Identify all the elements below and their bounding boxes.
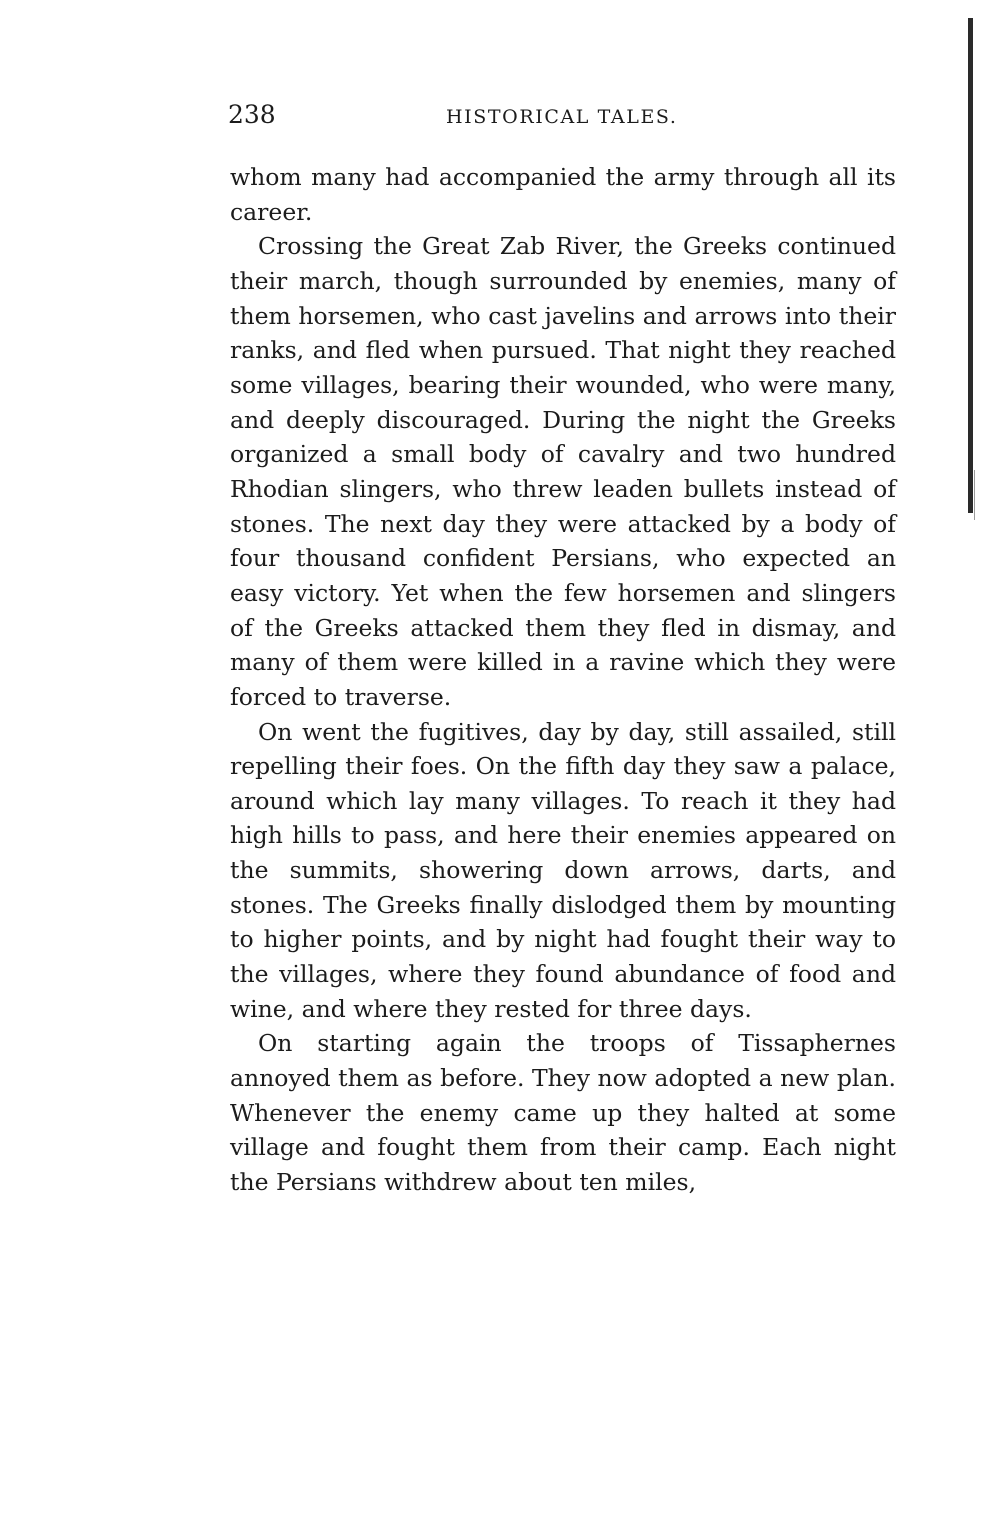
paragraph-tissaphernes: On starting again the troops of Tissaphernes annoyed them as before. They now adopted a new plan. Whenever the enemy came up they halted at some village and fought them from their camp. Each night the Persians withdrew about ten miles, [230,1029,896,1197]
paragraph-great-zab: Crossing the Great Zab River, the Greeks continued their march, though surrounded by enemies, many of them horsemen, who cast javelins and arrows into their ranks, and fled when pursued. That night they reached some villages, bearing their wounded, who were many, and deeply discouraged. During the night the Greeks organized a small body of cavalry and two hundred Rhodian slingers, who threw leaden bullets instead of stones. The next day they were attacked by a body of four thousand confident Persians, who expected an easy victory. Yet when the few horsemen and slingers of the Greeks attacked them they fled in dismay, and many of them were killed in a ravine which they were forced to traverse. [230,232,896,711]
body-text [230,160,896,1200]
paragraph-continuation: whom many had accompanied the army through all its career. [230,163,896,226]
page-header [228,100,900,140]
running-head: HISTORICAL TALES. [446,106,678,128]
page-edge-mark [974,470,975,520]
page-number: 238 [228,100,276,129]
page-edge-line [968,18,973,513]
paragraph-fugitives: On went the fugitives, day by day, still assailed, still repelling their foes. On the fifth day they saw a palace, around which lay many villages. To reach it they had high hills to pass, and here their enemies appeared on the summits, showering down arrows, darts, and stones. The Greeks finally dislodged them by mounting to higher points, and by night had fought their way to the villages, where they found abundance of food and wine, and where they rested for three days. [230,717,896,1023]
